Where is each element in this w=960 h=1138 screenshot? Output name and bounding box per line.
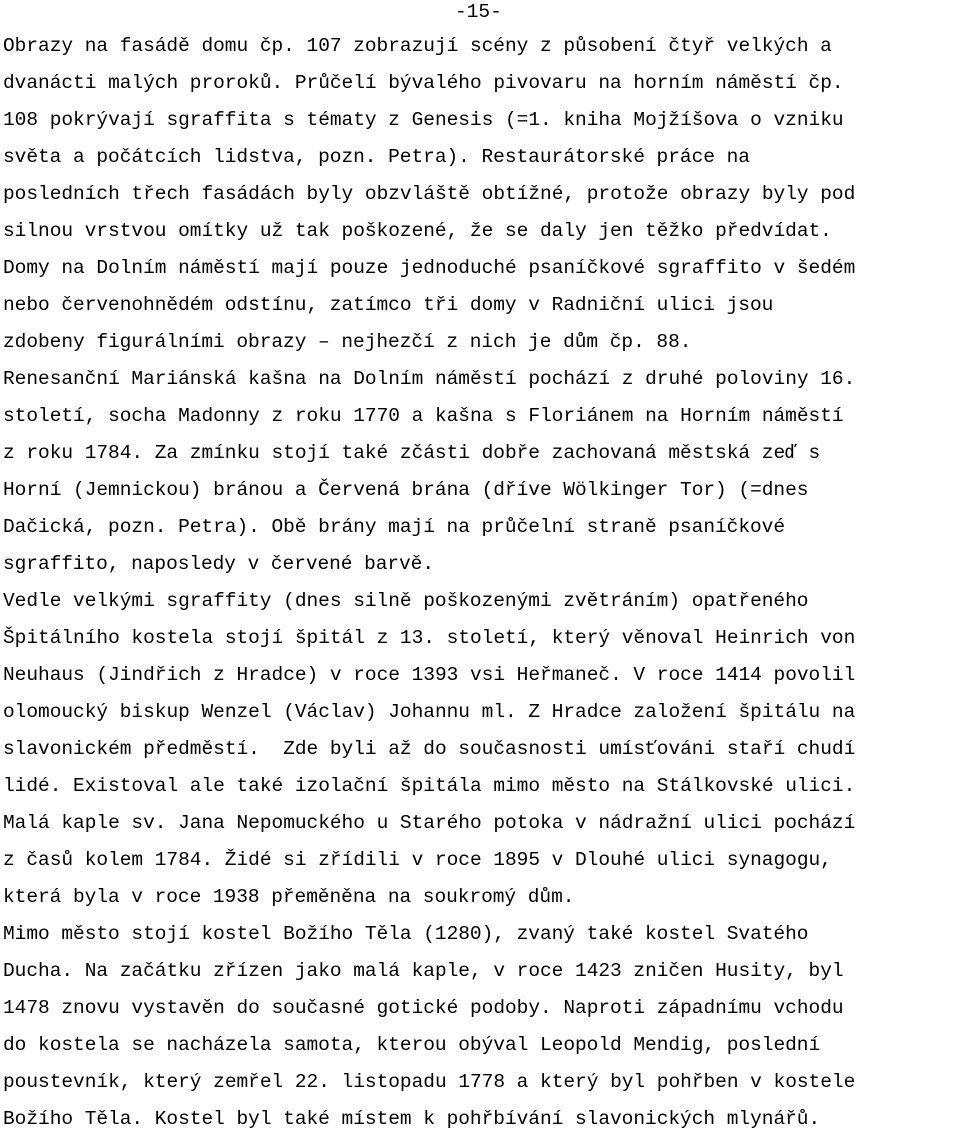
text-line: do kostela se nacházela samota, kterou obýval Leopold Mendig, poslední <box>3 1034 821 1056</box>
text-line: světa a počátcích lidstva, pozn. Petra). Restaurátorské práce na <box>3 146 750 168</box>
text-line: olomoucký biskup Wenzel (Václav) Johannu ml. Z Hradce založení špitálu na <box>3 701 856 723</box>
text-line: Špitálního kostela stojí špitál z 13. století, který věnoval Heinrich von <box>3 627 856 649</box>
text-line: Dačická, pozn. Petra). Obě brány mají na průčelní straně psaníčkové <box>3 516 786 538</box>
text-line: Vedle velkými sgraffity (dnes silně poškozenými zvětráním) opatřeného <box>3 590 809 612</box>
text-line: Malá kaple sv. Jana Nepomuckého u Starého potoka v nádražní ulici pochází <box>3 812 856 834</box>
text-line: nebo červenohnědém odstínu, zatímco tři domy v Radniční ulici jsou <box>3 294 774 316</box>
text-line: Domy na Dolním náměstí mají pouze jednoduché psaníčkové sgraffito v šedém <box>3 257 856 279</box>
page-number: -15- <box>455 1 502 23</box>
text-line: sgraffito, naposledy v červené barvě. <box>3 553 434 575</box>
text-line: posledních třech fasádách byly obzvláště obtížné, protože obrazy byly pod <box>3 183 856 205</box>
text-line: zdobeny figurálními obrazy – nejhezčí z nich je dům čp. 88. <box>3 331 692 353</box>
text-line: Ducha. Na začátku zřízen jako malá kaple, v roce 1423 zničen Husity, byl <box>3 960 844 982</box>
body-text <box>3 28 960 1138</box>
text-line: Obrazy na fasádě domu čp. 107 zobrazují scény z působení čtyř velkých a <box>3 35 832 57</box>
text-line: 1478 znovu vystavěn do současné gotické podoby. Naproti západnímu vchodu <box>3 997 844 1019</box>
text-line: Mimo město stojí kostel Božího Těla (1280), zvaný také kostel Svatého <box>3 923 809 945</box>
text-line: 108 pokrývají sgraffita s tématy z Genesis (=1. kniha Mojžíšova o vzniku <box>3 109 844 131</box>
text-line: poustevník, který zemřel 22. listopadu 1778 a který byl pohřben v kostele <box>3 1071 856 1093</box>
text-line: století, socha Madonny z roku 1770 a kašna s Floriánem na Horním náměstí <box>3 405 844 427</box>
text-line: Renesanční Mariánská kašna na Dolním náměstí pochází z druhé poloviny 16. <box>3 368 856 390</box>
text-line: z roku 1784. Za zmínku stojí také zčásti dobře zachovaná městská zeď s <box>3 442 821 464</box>
text-line: Božího Těla. Kostel byl také místem k pohřbívání slavonických mlynářů. <box>3 1108 821 1130</box>
text-line: dvanácti malých proroků. Průčelí bývalého pivovaru na horním náměstí čp. <box>3 72 844 94</box>
text-line: slavonickém předměstí. Zde byli až do současnosti umísťováni staří chudí <box>3 738 856 760</box>
text-line: Horní (Jemnickou) bránou a Červená brána (dříve Wölkinger Tor) (=dnes <box>3 479 809 501</box>
text-line: z časů kolem 1784. Židé si zřídili v roce 1895 v Dlouhé ulici synagogu, <box>3 849 832 871</box>
text-line: Neuhaus (Jindřich z Hradce) v roce 1393 vsi Heřmaneč. V roce 1414 povolil <box>3 664 856 686</box>
text-line: silnou vrstvou omítky už tak poškozené, že se daly jen těžko předvídat. <box>3 220 832 242</box>
text-line: lidé. Existoval ale také izolační špitála mimo město na Stálkovské ulici. <box>3 775 856 797</box>
text-line: která byla v roce 1938 přeměněna na soukromý dům. <box>3 886 575 908</box>
